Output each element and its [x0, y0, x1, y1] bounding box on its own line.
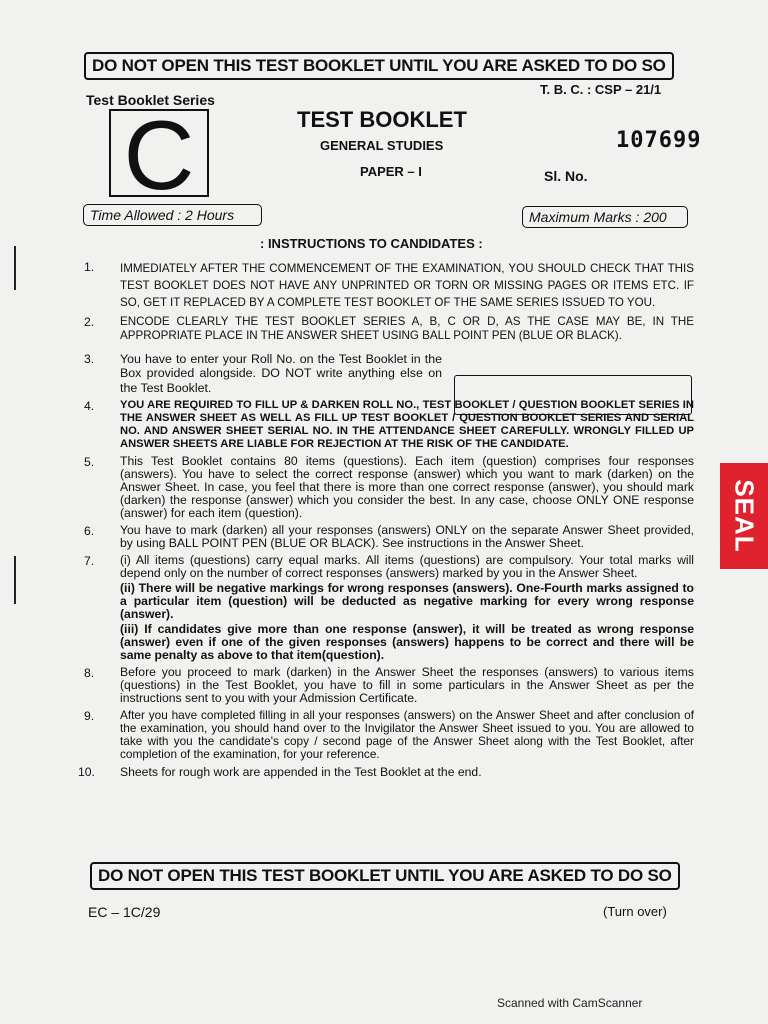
- roll-number-box[interactable]: [454, 375, 692, 415]
- turn-over-note: (Turn over): [603, 904, 667, 919]
- series-box: [109, 100, 209, 210]
- item-text: Sheets for rough work are appended in the Test Booklet at the end.: [120, 765, 482, 780]
- item-number: 5.: [84, 455, 95, 470]
- binding-mark: [14, 556, 16, 604]
- item-text: You have to enter your Roll No. on the Test Booklet in the Box provided alongside. DO NOT write anything else on the Test Booklet.: [120, 351, 442, 395]
- item-text: After you have completed filling in all your responses (answers) on the Answer Sheet and after conclusion of the examination, you should hand over to the Invigilator the Answer Sheet issued to you. You are allowed to take with you the candidate's copy / second page of the Answer Sheet along with the Test Booklet, after completion of the examination, for your reference.: [120, 708, 694, 762]
- instruction-item: [84, 554, 694, 662]
- item-text: This Test Booklet contains 80 items (questions). Each item (question) comprises four responses (answers). You have to select the correct response (answer) which you want to mark (darken) on the Answer Sheet. In case, you feel that there is more than one correct response (answer), you should mark (darken) the response (answer) which you consider the best. In any case, choose ONLY ONE response (answer) for each item (question).: [120, 454, 694, 521]
- binding-mark: [14, 246, 16, 290]
- instructions-heading: : INSTRUCTIONS TO CANDIDATES :: [260, 236, 483, 251]
- instruction-item: [84, 524, 694, 550]
- item-number: 7.: [84, 554, 95, 569]
- seal-label: SEAL: [729, 479, 760, 553]
- item-7-part-ii: (ii) There will be negative markings for wrong responses (answers). One-Fourth marks assigned to a particular item (question) will be deducted as negative marking for every wrong response (answer).: [120, 581, 694, 622]
- instruction-item: [84, 666, 694, 705]
- item-text: YOU ARE REQUIRED TO FILL UP & DARKEN ROLL NO., TEST BOOKLET / QUESTION BOOKLET SERIES IN THE ANSWER SHEET AS WELL AS FILL UP TEST BOOKLET / QUESTION BOOKLET SERIES AND SERIAL NO. AND ANSWER SHEET SERIAL NO. IN THE ATTENDANCE SHEET CAREFULLY. WRONGLY FILLED UP ANSWER SHEETS ARE LIABLE FOR REJECTION AT THE RISK OF THE CANDIDATE.: [120, 399, 694, 451]
- instruction-item: [84, 709, 694, 761]
- time-allowed: Time Allowed : 2 Hours: [83, 204, 262, 226]
- serial-number: 107699: [616, 128, 702, 153]
- paper-label: PAPER – I: [360, 164, 422, 179]
- instructions-list: [78, 260, 694, 784]
- item-text: You have to mark (darken) all your responses (answers) ONLY on the separate Answer Sheet provided, by using BALL POINT PEN (BLUE OR BLACK). See instructions in the Answer Sheet.: [120, 523, 694, 551]
- scanner-watermark: Scanned with CamScanner: [497, 996, 643, 1010]
- seal-sticker: [720, 463, 768, 569]
- sl-no-label: Sl. No.: [544, 168, 588, 184]
- item-text: Before you proceed to mark (darken) in the Answer Sheet the responses (answers) to various items (questions) in the Test Booklet, you have to fill in some particulars in the Answer Sheet as per the instructions sent to you with your Admission Certificate.: [120, 665, 694, 706]
- series-letter: C: [123, 100, 195, 210]
- instruction-item: [84, 455, 694, 520]
- booklet-code: EC – 1C/29: [88, 904, 161, 920]
- instruction-item: [78, 765, 694, 780]
- item-text: (i) All items (questions) carry equal marks. All items (questions) are compulsory. Your total marks will depend only on the number of correct responses (answers) marked by you in the Answer Sheet.: [120, 553, 694, 581]
- item-7-part-iii: (iii) If candidates give more than one response (answer), it will be treated as wrong response (answer) even if one of the given responses (answers) happens to be correct and there will be same penalty as above to that item(question).: [120, 622, 694, 663]
- bottom-warning-banner: DO NOT OPEN THIS TEST BOOKLET UNTIL YOU ARE ASKED TO DO SO: [90, 862, 680, 890]
- item-number: 1.: [84, 260, 95, 274]
- instruction-item: [84, 260, 694, 311]
- item-number: 9.: [84, 709, 95, 724]
- series-label: Test Booklet Series: [86, 92, 215, 108]
- item-number: 3.: [84, 351, 95, 366]
- item-number: 2.: [84, 315, 95, 329]
- item-number: 10.: [78, 765, 95, 780]
- tbc-code: T. B. C. : CSP – 21/1: [540, 82, 662, 97]
- item-number: 4.: [84, 399, 95, 414]
- booklet-title: TEST BOOKLET: [297, 107, 467, 132]
- item-number: 6.: [84, 524, 95, 539]
- item-text: IMMEDIATELY AFTER THE COMMENCEMENT OF THE EXAMINATION, YOU SHOULD CHECK THAT THIS TEST BOOKLET DOES NOT HAVE ANY UNPRINTED OR TORN OR MISSING PAGES OR ITEMS ETC. IF SO, GET IT REPLACED BY A COMPLETE TEST BOOKLET OF THE SAME SERIES ISSUED TO YOU.: [120, 262, 694, 309]
- top-warning-banner: DO NOT OPEN THIS TEST BOOKLET UNTIL YOU ARE ASKED TO DO SO: [84, 52, 674, 80]
- instruction-item: [84, 315, 694, 344]
- maximum-marks: Maximum Marks : 200: [522, 206, 688, 228]
- subject-name: GENERAL STUDIES: [320, 138, 444, 153]
- item-number: 8.: [84, 666, 95, 681]
- item-text: ENCODE CLEARLY THE TEST BOOKLET SERIES A, B, C OR D, AS THE CASE MAY BE, IN THE APPROPRIATE PLACE IN THE ANSWER SHEET USING BALL POINT PEN (BLUE OR BLACK).: [120, 315, 694, 343]
